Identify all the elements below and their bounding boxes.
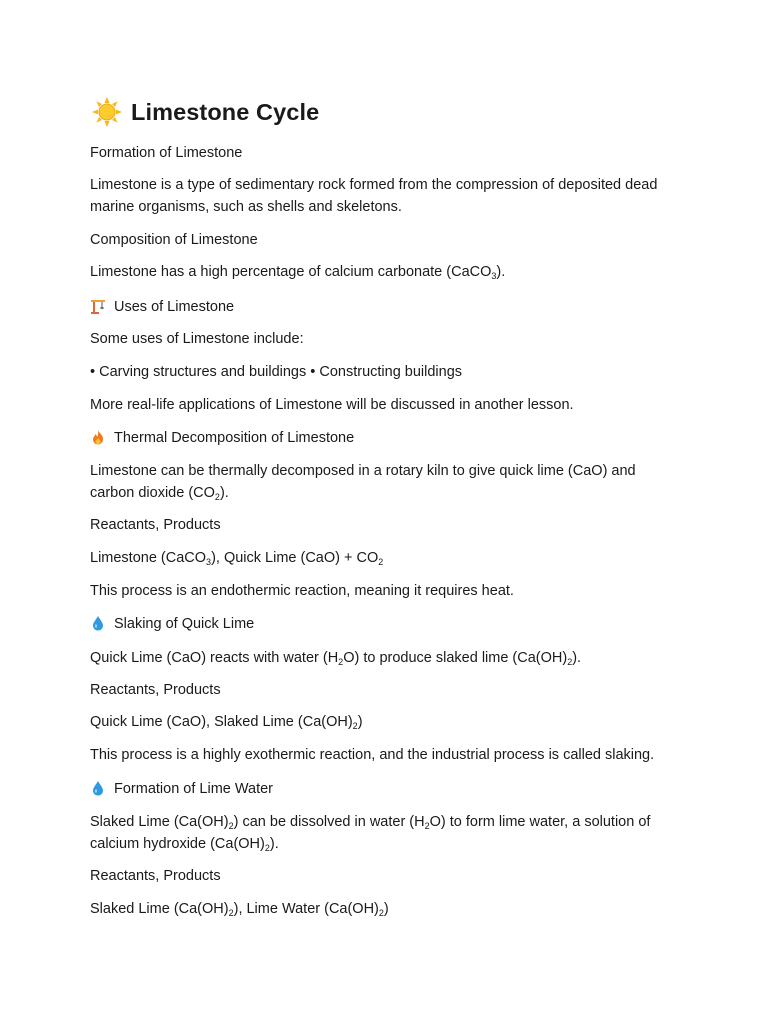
uses-intro: Some uses of Limestone include: — [90, 331, 304, 347]
thermal-heading: Thermal Decomposition of Limestone — [90, 427, 354, 449]
formation-heading: Formation of Limestone — [90, 145, 243, 161]
thermal-note: This process is an endothermic reaction, meaning it requires heat. — [90, 583, 514, 599]
slaking-text: Quick Lime (CaO) reacts with water $(H_2O)$ to produce slaked lime $(Ca(OH)_2)$. — [90, 650, 582, 667]
limewater-heading: Formation of Lime Water — [90, 778, 273, 800]
formation-text: Limestone is a type of sedimentary rock formed from the compression of deposited dead marine organisms, such as shells and skeletons. — [90, 177, 658, 215]
slaking-note: This process is a highly exothermic reaction, and the industrial process is called slaking. — [90, 747, 655, 763]
slaking-heading: Slaking of Quick Lime — [90, 613, 254, 635]
thermal-reactants-products: Reactants, Products — [90, 517, 221, 533]
composition-heading: Composition of Limestone — [90, 232, 258, 248]
uses-more: More real-life applications of Limestone will be discussed in another lesson. — [90, 397, 574, 413]
limewater-reactants-products: Reactants, Products — [90, 868, 221, 884]
droplet-icon — [90, 780, 106, 796]
uses-list: • Carving structures and buildings • Constructing buildings — [90, 364, 463, 380]
sun-icon — [92, 97, 122, 127]
thermal-equation: Limestone (CaCO$_3$), Quick Lime $(CaO) + CO_2$ — [90, 550, 384, 567]
slaking-equation: Quick Lime (CaO), Slaked Lime $(Ca(OH)_2)$ — [90, 714, 363, 731]
slaking-reactants-products: Reactants, Products — [90, 682, 221, 698]
thermal-text: Limestone can be thermally decomposed in a rotary kiln to give quick lime (CaO) and carbon dioxide $(CO_2)$. — [90, 463, 636, 502]
uses-heading: Uses of Limestone — [90, 296, 234, 318]
composition-text: Limestone has a high percentage of calcium carbonate (CaCO$_3$). — [90, 264, 506, 281]
crane-icon — [90, 298, 106, 314]
fire-icon — [90, 429, 106, 445]
page-title: Limestone Cycle — [131, 98, 320, 125]
limewater-equation: Slaked Lime $(Ca(OH)_2)$, Lime Water $(Ca(OH)_2)$ — [90, 901, 389, 918]
document-title — [90, 94, 319, 130]
limewater-text: Slaked Lime $(Ca(OH)_2)$ can be dissolved in water $(H_2O)$ to form lime water, a solution of calcium hydroxide $(Ca(OH)_2)$. — [90, 814, 651, 853]
droplet-icon — [90, 615, 106, 631]
